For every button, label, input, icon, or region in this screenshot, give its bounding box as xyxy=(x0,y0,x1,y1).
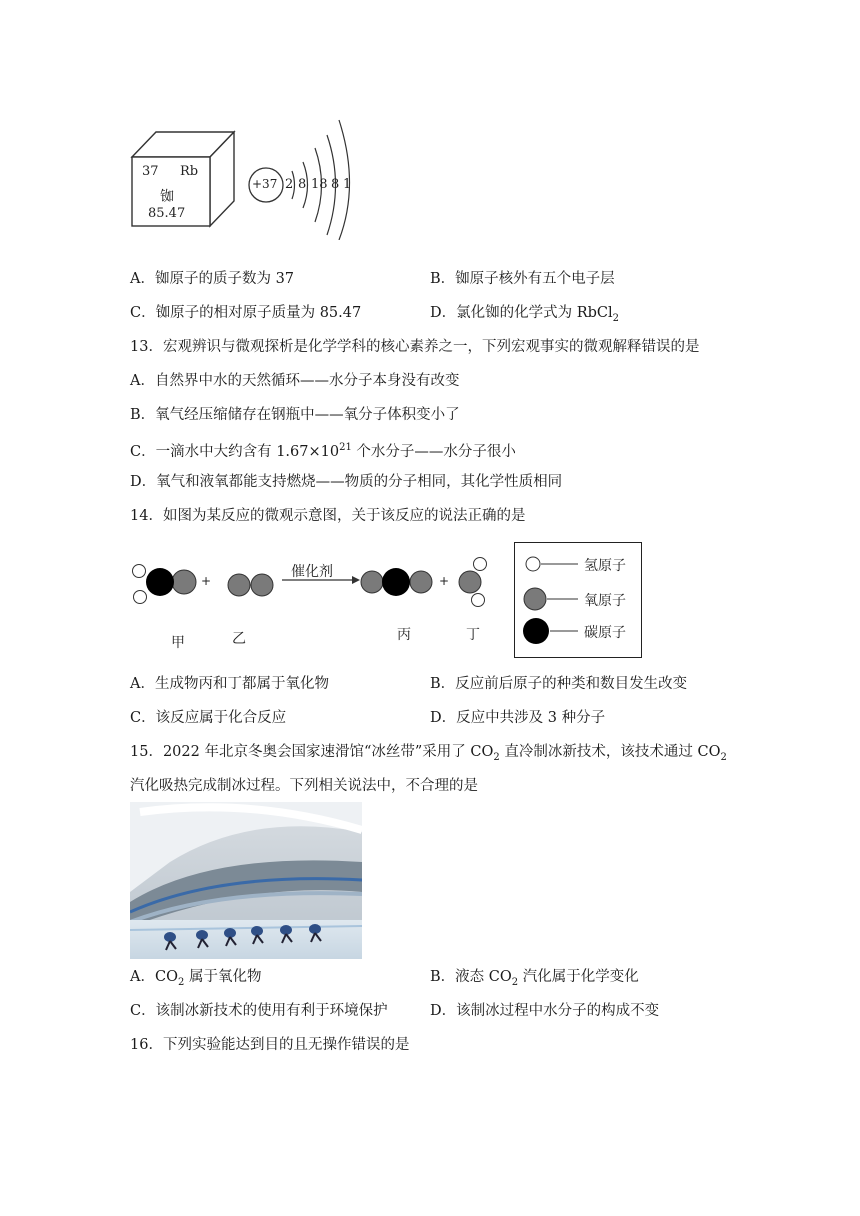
shell-3: 18 xyxy=(311,177,328,192)
q15-stem-line1: 15．2022 年北京冬奥会国家速滑馆“冰丝带”采用了 $CO_2$ 直冷制冰新技术，该技术通过 $CO_2$ xyxy=(130,744,727,763)
shell-1: 2 xyxy=(285,177,294,192)
q15-option-b: B．液态 $CO_2$ 汽化属于化学变化 xyxy=(430,969,639,988)
label-ding: 丁 xyxy=(466,627,480,643)
legend-oxygen: 氧原子 xyxy=(584,593,626,609)
shell-2: 8 xyxy=(298,177,307,192)
q14-option-c: C．该反应属于化合反应 xyxy=(130,710,287,726)
atomic-mass: 85.47 xyxy=(148,206,186,221)
q16-stem: 16．下列实验能达到目的且无操作错误的是 xyxy=(130,1037,410,1053)
molecule-jia xyxy=(133,565,197,604)
q13-stem: 13．宏观辨识与微观探析是化学学科的核心素养之一，下列宏观事实的微观解释错误的是 xyxy=(130,339,700,355)
q14-option-a: A．生成物丙和丁都属于氧化物 xyxy=(130,676,329,692)
q15-option-c: C．该制冰新技术的使用有利于环境保护 xyxy=(130,1003,388,1019)
q14-option-d: D．反应中共涉及 3 种分子 xyxy=(430,710,606,726)
catalyst-label: 催化剂 xyxy=(291,564,333,580)
atomic-number: 37 xyxy=(142,164,159,179)
element-name: 铷 xyxy=(160,189,174,205)
nucleus-charge: +37 xyxy=(252,177,278,191)
legend-carbon: 碳原子 xyxy=(584,625,626,641)
q15-option-d: D．该制冰过程中水分子的构成不变 xyxy=(430,1003,660,1019)
q12-option-a: A．铷原子的质子数为 37 xyxy=(130,271,295,287)
q14-stem: 14．如图为某反应的微观示意图，关于该反应的说法正确的是 xyxy=(130,508,526,524)
q12-option-d: D．氯化铷的化学式为 RbCl$_2$ xyxy=(430,305,620,324)
label-jia: 甲 xyxy=(171,635,185,651)
speed-skating-oval-photo xyxy=(130,802,362,959)
molecule-ding xyxy=(459,558,487,607)
element-symbol: Rb xyxy=(180,164,199,179)
legend-symbols xyxy=(518,548,588,652)
q15-stem-line2: 汽化吸热完成制冰过程。下列相关说法中，不合理的是 xyxy=(130,778,478,794)
label-bing: 丙 xyxy=(397,627,411,643)
q13-option-d: D．氧气和液氧都能支持燃烧——物质的分子相同，其化学性质相同 xyxy=(130,474,563,490)
q15-option-a: A．$CO_2$ 属于氧化物 xyxy=(130,969,262,988)
q12-option-b: B．铷原子核外有五个电子层 xyxy=(430,271,615,287)
q13-option-a: A．自然界中水的天然循环——水分子本身没有改变 xyxy=(130,373,460,389)
plus-sign-1: + xyxy=(201,574,212,588)
shell-5: 1 xyxy=(343,177,352,192)
q13-option-c: C．一滴水中大约含有 $1.67\times 10^{21}$ 个水分子——水分子很小 xyxy=(130,442,516,460)
legend-hydrogen: 氢原子 xyxy=(584,558,626,574)
q13-option-b: B．氧气经压缩储存在钢瓶中——氧分子体积变小了 xyxy=(130,407,460,423)
label-yi: 乙 xyxy=(232,631,246,647)
q12-option-c: C．铷原子的相对原子质量为 85.47 xyxy=(130,305,362,321)
q14-option-b: B．反应前后原子的种类和数目发生改变 xyxy=(430,676,688,692)
molecule-bing xyxy=(361,568,432,596)
shell-4: 8 xyxy=(331,177,340,192)
molecule-yi xyxy=(228,574,273,596)
plus-sign-2: + xyxy=(439,574,450,588)
